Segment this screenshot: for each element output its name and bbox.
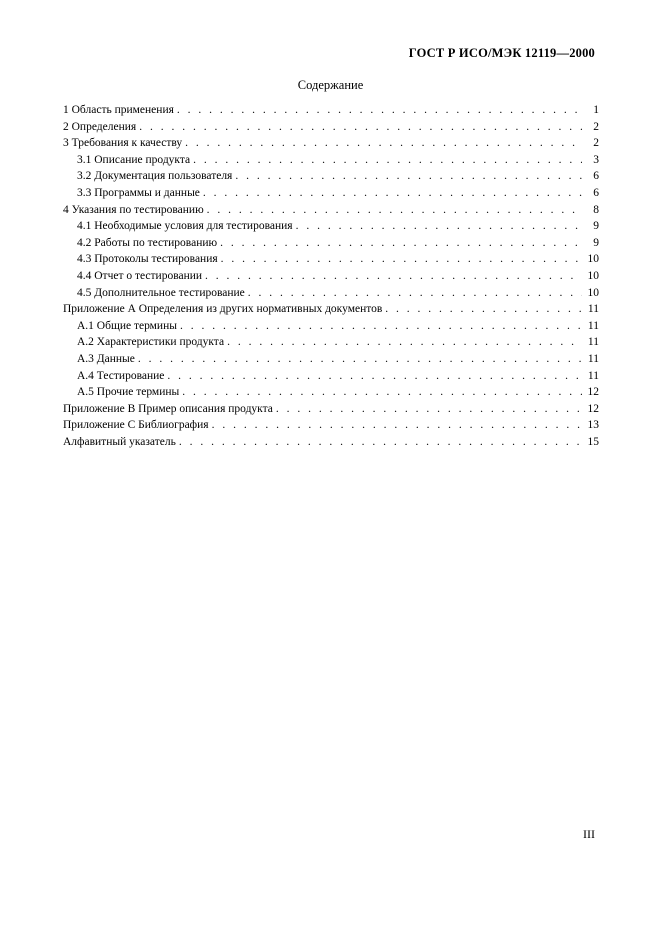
toc-entry[interactable] (63, 168, 599, 185)
toc-entry[interactable] (63, 251, 599, 268)
toc-dot-leader (205, 268, 582, 285)
toc-dot-leader (235, 168, 582, 185)
page-number: III (583, 827, 595, 841)
toc-entry-label: А.2 Характеристики продукта (77, 336, 225, 349)
toc-entry-label: А.5 Прочие термины (77, 386, 180, 399)
toc-entry[interactable] (63, 434, 599, 451)
toc-entry-page: 11 (587, 352, 599, 365)
toc-entry-label: 4.2 Работы по тестированию (77, 236, 218, 249)
toc-entry[interactable] (63, 417, 599, 434)
toc-entry[interactable] (63, 384, 599, 401)
toc-entry-label: 4.5 Дополнительное тестирование (77, 286, 245, 299)
toc-entry-page: 15 (587, 435, 599, 448)
toc-entry-page: 8 (593, 203, 599, 216)
toc-dot-leader (221, 251, 582, 268)
toc-entry-label: А.4 Тестирование (77, 369, 165, 382)
toc-entry-label: 4.3 Протоколы тестирования (77, 253, 218, 266)
toc-entry-page: 11 (587, 303, 599, 316)
toc-entry-page: 12 (587, 386, 599, 399)
toc-entry[interactable] (63, 135, 599, 152)
toc-entry-label: 4 Указания по тестированию (63, 203, 204, 216)
toc-entry-page: 3 (593, 153, 599, 166)
toc-entry-label: 3.2 Документация пользователя (77, 170, 233, 183)
toc-title: Содержание (297, 78, 364, 92)
toc-entry[interactable] (63, 119, 599, 136)
toc-entry[interactable] (63, 202, 599, 219)
toc-entry-page: 13 (587, 419, 599, 432)
toc-entry-page: 6 (593, 186, 599, 199)
toc-entry-page: 10 (587, 286, 599, 299)
toc-entry-label: 4.4 Отчет о тестировании (77, 269, 203, 282)
toc-entry[interactable] (63, 102, 599, 119)
toc-entry-page: 11 (587, 336, 599, 349)
toc-dot-leader (248, 285, 582, 302)
toc-entry-page: 11 (587, 319, 599, 332)
toc-dot-leader (220, 235, 582, 252)
toc-entry-page: 6 (593, 170, 599, 183)
toc-dot-leader (180, 318, 582, 335)
toc-entry-label: Алфавитный указатель (63, 435, 176, 448)
toc-dot-leader (179, 434, 582, 451)
toc-dot-leader (227, 334, 582, 351)
toc-entry-label: 1 Область применения (63, 104, 174, 116)
toc-entry-label: 3.1 Описание продукта (77, 153, 191, 166)
document-id-header: ГОСТ Р ИСО/МЭК 12119—2000 (408, 46, 595, 60)
toc-entry-page: 9 (593, 220, 599, 233)
table-of-contents (63, 102, 599, 450)
toc-entry-label: 3.3 Программы и данные (77, 186, 200, 199)
toc-entry-label: Приложение А Определения из других нормативных документов (63, 303, 383, 316)
toc-dot-leader (139, 119, 582, 136)
toc-entry[interactable] (63, 152, 599, 169)
toc-dot-leader (182, 384, 582, 401)
toc-entry-label: А.3 Данные (77, 352, 135, 365)
toc-entry-label: 4.1 Необходимые условия для тестирования (77, 220, 293, 233)
toc-entry[interactable] (63, 401, 599, 418)
toc-entry-page: 2 (593, 137, 599, 150)
toc-entry-label: Приложение В Пример описания продукта (63, 402, 273, 415)
toc-dot-leader (276, 401, 582, 418)
toc-entry-page: 9 (593, 236, 599, 249)
toc-entry[interactable] (63, 185, 599, 202)
toc-dot-leader (185, 135, 582, 152)
toc-entry-label: 3 Требования к качеству (63, 137, 183, 150)
toc-dot-leader (177, 102, 582, 119)
toc-entry-page: 11 (587, 369, 599, 382)
toc-entry-label: 2 Определения (63, 120, 137, 133)
toc-dot-leader (207, 202, 582, 219)
toc-entry[interactable] (63, 318, 599, 335)
toc-dot-leader (296, 218, 582, 235)
toc-entry[interactable] (63, 334, 599, 351)
toc-entry[interactable] (63, 235, 599, 252)
toc-entry-label: Приложение С Библиография (63, 419, 209, 432)
toc-dot-leader (193, 152, 582, 169)
toc-entry-page: 1 (593, 104, 599, 116)
toc-dot-leader (167, 368, 582, 385)
toc-dot-leader (212, 417, 582, 434)
toc-entry-label: А.1 Общие термины (77, 319, 177, 332)
toc-entry[interactable] (63, 368, 599, 385)
toc-entry-page: 10 (587, 269, 599, 282)
toc-dot-leader (138, 351, 582, 368)
toc-dot-leader (203, 185, 582, 202)
toc-entry[interactable] (63, 301, 599, 318)
toc-dot-leader (385, 301, 582, 318)
toc-entry-page: 12 (587, 402, 599, 415)
toc-entry[interactable] (63, 351, 599, 368)
toc-entry[interactable] (63, 268, 599, 285)
toc-entry[interactable] (63, 285, 599, 302)
toc-entry[interactable] (63, 218, 599, 235)
toc-entry-page: 10 (587, 253, 599, 266)
toc-entry-page: 2 (593, 120, 599, 133)
